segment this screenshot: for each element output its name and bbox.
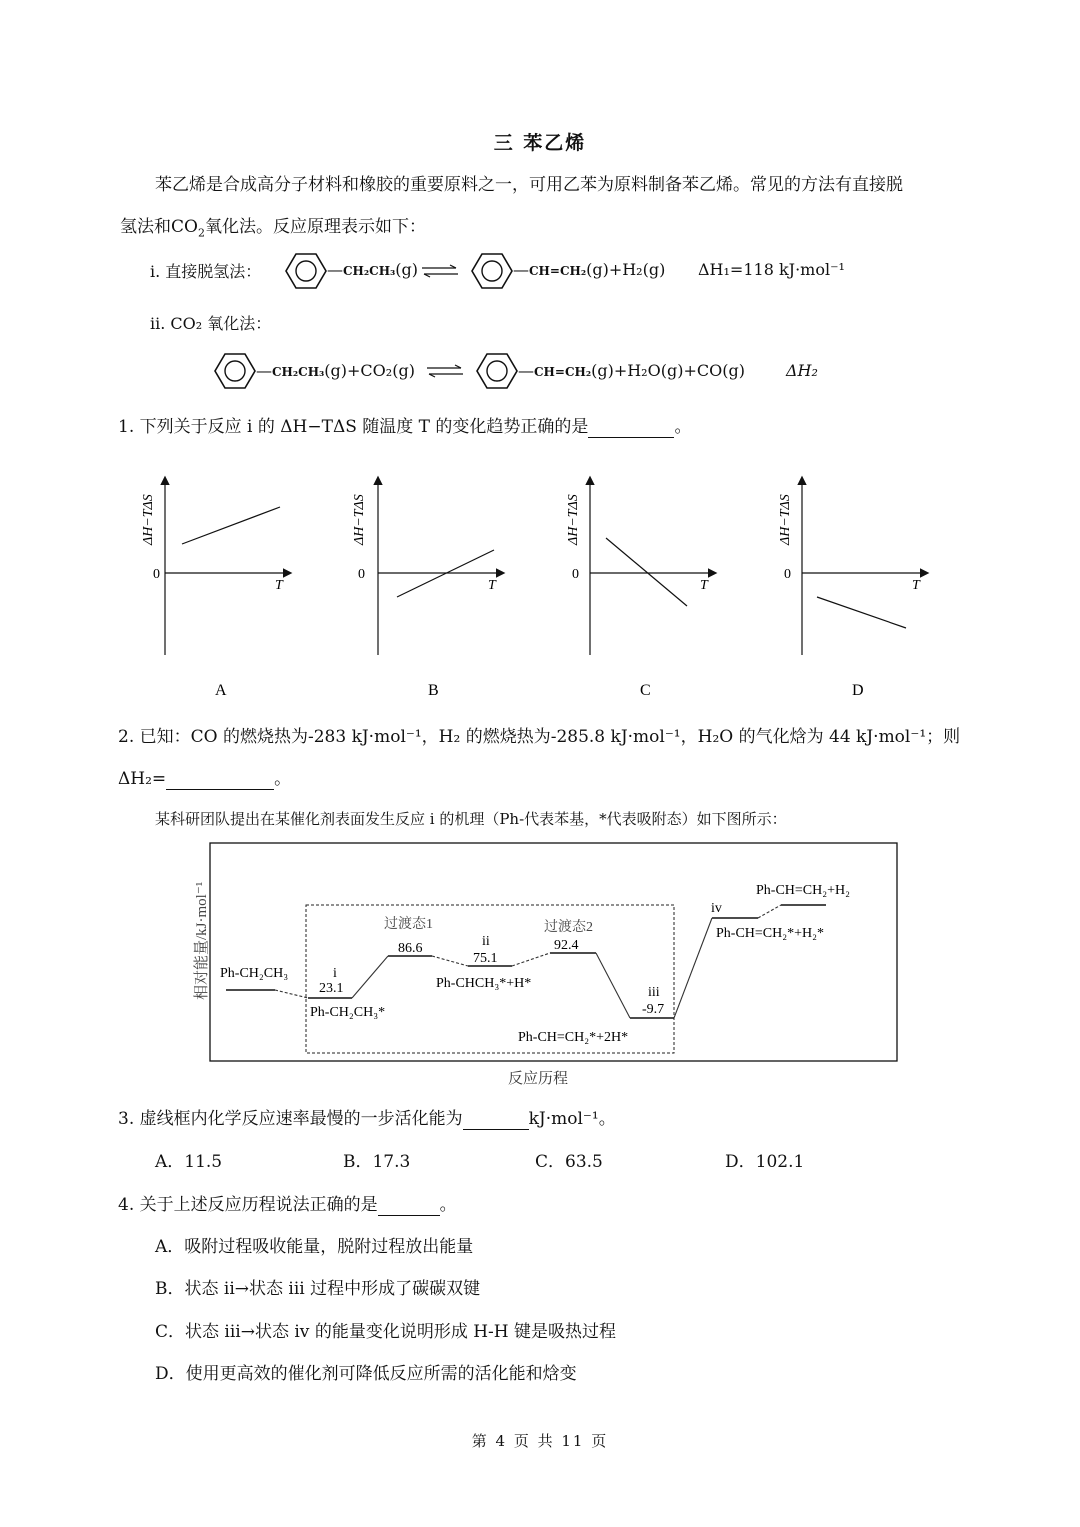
value-92-4: 92.4 — [554, 938, 579, 953]
graph-b-xlabel: T — [488, 578, 496, 593]
graph-d-xlabel: T — [912, 578, 920, 593]
reaction-i-reactant: —CH₂CH₃(g) — [327, 260, 419, 279]
connector-1 — [352, 956, 388, 998]
intro-line-2: 氢法和$CO_2$氧化法。反应原理表示如下： — [120, 217, 426, 240]
question-2-line-2: ΔH₂= 。 — [118, 769, 292, 789]
reaction-i-enthalpy: ΔH₁=118 kJ·mol⁻¹ — [698, 260, 845, 279]
connector-3 — [512, 953, 550, 966]
label-s7: Ph-CH=CH₂+H₂ — [756, 883, 851, 898]
energy-profile-chart — [180, 835, 920, 1090]
graph-b-ylabel: ΔH−TΔS — [352, 494, 367, 545]
label-s5: Ph-CH=CH₂*+2H* — [518, 1030, 629, 1045]
graph-b-zero: 0 — [358, 567, 365, 582]
page-footer: 第 4 页 共 11 页 — [471, 1432, 609, 1450]
graph-a-ylabel: ΔH−TΔS — [141, 494, 156, 545]
energy-levels — [226, 905, 826, 1018]
graph-c-ylabel: ΔH−TΔS — [566, 494, 581, 545]
q3-option-a: A．11.5 — [155, 1152, 223, 1172]
mechanism-intro: 某科研团队提出在某催化剂表面发生反应 i 的机理（Ph-代表苯基，*代表吸附态）如下图所示： — [155, 810, 787, 828]
connector-4 — [596, 953, 630, 1018]
graph-b-label: B — [428, 682, 439, 699]
label-ts2: 过渡态2 — [544, 920, 593, 935]
intro-line-1: 苯乙烯是合成高分子材料和橡胶的重要原料之一，可用乙苯为原料制备苯乙烯。常见的方法有直接脱 — [155, 175, 903, 195]
graph-d-line — [817, 597, 906, 628]
graph-d-label: D — [852, 682, 864, 699]
graph-b — [352, 478, 503, 699]
question-2-line-1: 2. 已知：CO 的燃烧热为-283 kJ·mol⁻¹，H₂ 的燃烧热为-285.8 kJ·mol⁻¹，H₂O 的气化焓为 44 kJ·mol⁻¹；则 — [118, 727, 961, 747]
label-step-ii: ii — [482, 934, 490, 949]
equilibrium-arrow-icon — [425, 364, 465, 378]
value-23-1: 23.1 — [319, 981, 344, 996]
reaction-i-label: i. 直接脱氢法： — [150, 262, 262, 281]
label-s6: Ph-CH=CH₂*+H₂* — [716, 926, 825, 941]
q4-option-b: B．状态 ii→状态 iii 过程中形成了碳碳双键 — [155, 1279, 481, 1299]
question-4: 4. 关于上述反应历程说法正确的是 。 — [118, 1195, 457, 1215]
graph-d — [778, 478, 927, 699]
reaction-ii-label: ii. CO₂ 氧化法： — [150, 314, 272, 333]
label-step-i: i — [333, 966, 337, 981]
reaction-i-product: —CH=CH₂(g)+H₂(g) — [513, 260, 666, 279]
reaction-ii-product: —CH=CH₂(g)+H₂O(g)+CO(g) — [518, 361, 745, 380]
graph-a — [141, 478, 290, 699]
q1-graphs — [120, 460, 960, 710]
benzene-ring-icon — [470, 252, 514, 290]
graph-d-zero: 0 — [784, 567, 791, 582]
chart-ylabel: 相对能量/kJ·mol⁻¹ — [194, 881, 210, 1000]
question-1: 1. 下列关于反应 i 的 ΔH−TΔS 随温度 T 的变化趋势正确的是 。 — [118, 417, 692, 437]
benzene-ring-icon — [213, 352, 257, 390]
graph-c-xlabel: T — [700, 578, 708, 593]
value-86-6: 86.6 — [398, 941, 423, 956]
section-title: 三 苯乙烯 — [493, 132, 587, 154]
equilibrium-arrow-icon — [420, 264, 460, 278]
connector-2 — [432, 956, 468, 966]
graph-a-label: A — [215, 682, 227, 699]
q4-option-d: D．使用更高效的催化剂可降低反应所需的活化能和焓变 — [155, 1364, 577, 1384]
q3-option-d: D．102.1 — [725, 1152, 805, 1172]
graph-c-label: C — [640, 682, 651, 699]
value-75-1: 75.1 — [473, 951, 498, 966]
graph-a-xlabel: T — [275, 578, 283, 593]
graph-d-ylabel: ΔH−TΔS — [778, 494, 793, 545]
graph-c-line — [606, 538, 687, 606]
graph-c-zero: 0 — [572, 567, 579, 582]
reaction-ii-enthalpy: ΔH₂ — [786, 361, 818, 380]
label-s0: Ph-CH₂CH₃ — [220, 966, 289, 981]
label-ts1: 过渡态1 — [384, 917, 433, 932]
graph-a-line — [182, 507, 280, 544]
connector-5 — [674, 918, 712, 1018]
q3-option-b: B．17.3 — [343, 1152, 411, 1172]
reaction-ii-reactant: —CH₂CH₃(g)+CO₂(g) — [256, 361, 415, 380]
benzene-ring-icon — [475, 352, 519, 390]
q3-option-c: C．63.5 — [535, 1152, 603, 1172]
benzene-ring-icon — [284, 252, 328, 290]
value-neg-9-7: -9.7 — [642, 1002, 665, 1017]
connector-6 — [758, 905, 781, 918]
label-step-iii: iii — [648, 985, 660, 1000]
label-s1: Ph-CH₂CH₃* — [310, 1005, 386, 1020]
q4-option-a: A．吸附过程吸收能量，脱附过程放出能量 — [155, 1237, 474, 1257]
label-step-iv: iv — [711, 901, 722, 916]
graph-a-zero: 0 — [153, 567, 160, 582]
connector-0 — [275, 990, 308, 998]
question-3: 3. 虚线框内化学反应速率最慢的一步活化能为 kJ·mol⁻¹。 — [118, 1109, 616, 1129]
graph-c — [566, 478, 715, 699]
label-s3: Ph-CHCH₃*+H* — [436, 976, 532, 991]
chart-xlabel: 反应历程 — [508, 1071, 569, 1087]
q4-option-c: C．状态 iii→状态 iv 的能量变化说明形成 H-H 键是吸热过程 — [155, 1322, 617, 1342]
